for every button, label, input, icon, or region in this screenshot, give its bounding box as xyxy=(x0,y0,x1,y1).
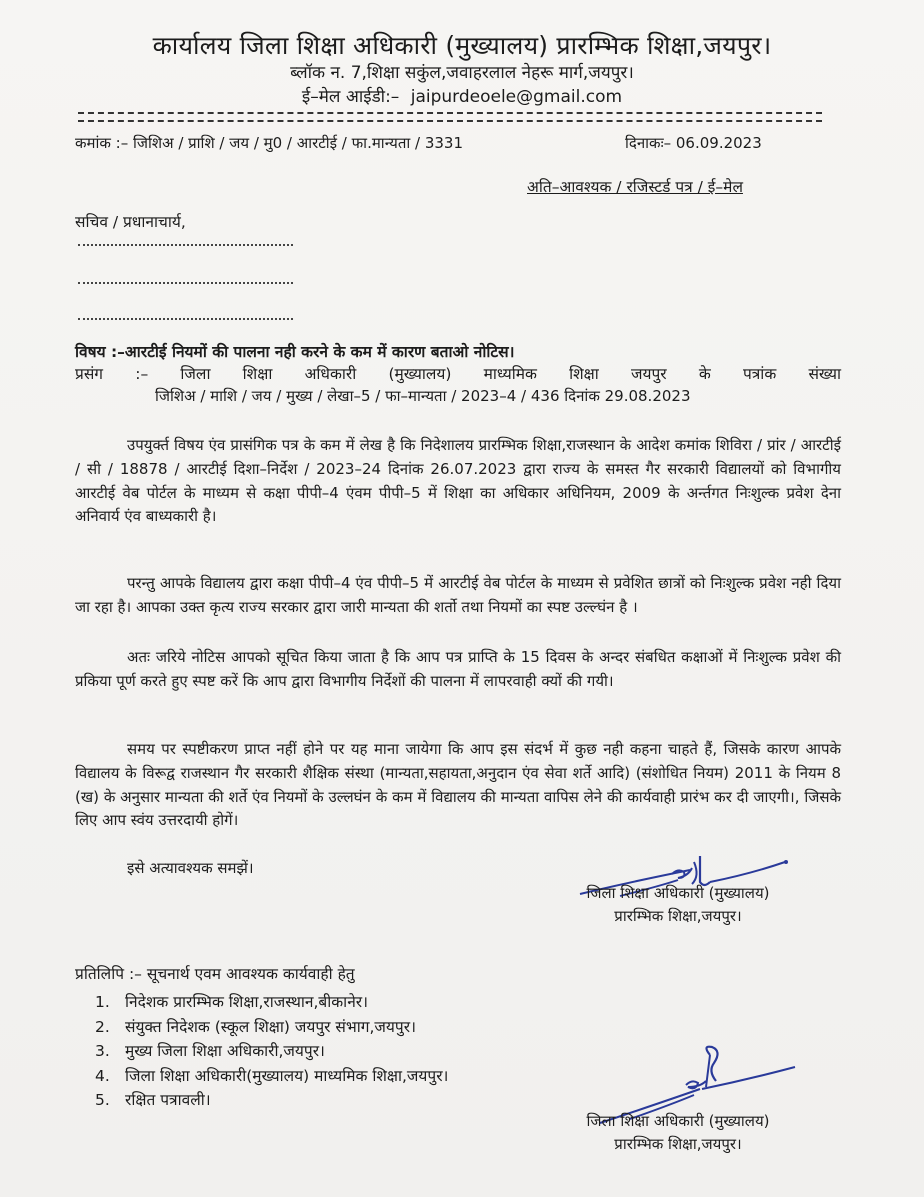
email-label: ई–मेल आईडी:– xyxy=(301,87,400,107)
office-address: ब्लॉक न. 7,शिक्षा सकुंल,जवाहरलाल नेहरू मार्ग,जयपुर। xyxy=(290,63,634,83)
address-blank-line xyxy=(78,244,293,246)
copy-to-item xyxy=(95,1064,448,1089)
body-paragraph xyxy=(75,646,841,694)
signatory-office: प्रारम्भिक शिक्षा,जयपुर। xyxy=(614,907,742,925)
letter-date: दिनाकः– 06.09.2023 xyxy=(625,134,762,152)
reference-number: कमांक :– जिशिअ / प्राशि / जय / मु0 / आरटीई / फा.मान्यता / 3331 xyxy=(75,134,464,152)
office-email-line xyxy=(0,84,924,107)
paragraph-text: उपयुर्क्त विषय एंव प्रासंगिक पत्र के कम में लेख है कि निदेशालय प्रारम्भिक शिक्षा,राजस्थान के आदेश कमांक शिविरा / प्रांर / आरटीई / सी / 18878 / आरटीई दिशा–निर्देश / 2023–24 दिनांक 26.07.2023 द्वारा राज्य के समस्त गैर सरकारी विद्यालयों को विभागीय आरटीई वेब पोर्टल के माध्यम से कक्षा पीपी–4 एंवम पीपी–5 में शिक्षा का अधिकार अधिनियम, 2009 के अर्न्तगत निःशुल्क प्रवेश देना अनिवार्य एंव बाध्यकारी है। xyxy=(75,436,841,526)
copy-to-item xyxy=(95,1088,448,1113)
closing-remark: इसे अत्यावश्यक समझें। xyxy=(127,859,254,877)
context-line-1: प्रसंग :– जिला शिक्षा अधिकारी (मुख्यालय) माध्यमिक शिक्षा जयपुर के पत्रांक संख्या xyxy=(75,365,841,383)
office-title: कार्यालय जिला शिक्षा अधिकारी (मुख्यालय) प्रारम्भिक शिक्षा,जयपुर। xyxy=(152,31,772,60)
signatory-block-1 xyxy=(548,882,808,928)
copy-to-item xyxy=(95,1039,448,1064)
item-number: 1. xyxy=(95,993,110,1011)
urgency-label: अति–आवश्यक / रजिस्टर्ड पत्र / ई–मेल xyxy=(527,178,743,196)
paragraph-text: समय पर स्पष्टीकरण प्राप्त नहीं होने पर यह माना जायेगा कि आप इस संदर्भ में कुछ नही कहना चाहते हैं, जिसके कारण आपके विद्यालय के विरूद्व राजस्थान गैर सरकारी शैक्षिक संस्था (मान्यता,सहायता,अनुदान एंव सेवा शर्ते आदि) (संशोधित नियम) 2011 के नियम 8 (ख) के अनुसार मान्यता की शर्ते एंव नियमों के उल्लघंन के कम में विद्यालय की मान्यता वापिस लेने की कार्यवाही प्रारंभ कर दी जाएगी।, जिसके लिए आप स्वंय उत्तरदायी होगें। xyxy=(75,740,841,830)
item-text: संयुक्त निदेशक (स्कूल शिक्षा) जयपुर संभाग,जयपुर। xyxy=(125,1017,416,1036)
body-paragraph xyxy=(75,434,841,529)
signatory-block-2 xyxy=(548,1110,808,1156)
addressee: सचिव / प्रधानाचार्य, xyxy=(75,213,186,231)
body-paragraph xyxy=(75,572,841,620)
context-line-2: जिशिअ / माशि / जय / मुख्य / लेखा–5 / फा–मान्यता / 2023–4 / 436 दिनांक 29.08.2023 xyxy=(155,387,691,405)
address-blank-line xyxy=(78,282,293,284)
copy-to-heading: प्रतिलिपि :– सूचनार्थ एवम आवश्यक कार्यवाही हेतु xyxy=(75,965,355,983)
item-text: मुख्य जिला शिक्षा अधिकारी,जयपुर। xyxy=(125,1042,325,1060)
copy-to-list xyxy=(95,990,448,1113)
signatory-designation: जिला शिक्षा अधिकारी (मुख्यालय) xyxy=(586,1112,770,1130)
copy-to-item xyxy=(95,990,448,1015)
item-text: रक्षित पत्रावली। xyxy=(125,1091,211,1109)
item-text: निदेशक प्रारम्भिक शिक्षा,राजस्थान,बीकानेर। xyxy=(125,993,369,1011)
address-blank-line xyxy=(78,318,293,320)
email-address: jaipurdeoele@gmail.com xyxy=(410,87,623,107)
item-number: 4. xyxy=(95,1066,110,1085)
body-paragraph xyxy=(75,738,841,833)
item-number: 3. xyxy=(95,1042,110,1060)
paragraph-text: परन्तु आपके विद्यालय द्वारा कक्षा पीपी–4 एंव पीपी–5 में आरटीई वेब पोर्टल के माध्यम से प्रवेशित छात्रों को निःशुल्क प्रवेश नही दिया जा रहा है। आपका उक्त कृत्य राज्य सरकार द्वारा जारी मान्यता की शर्तो तथा नियमों का स्पष्ट उल्ल्घंन है । xyxy=(75,574,841,616)
item-number: 2. xyxy=(95,1017,110,1036)
paragraph-text: अतः जरिये नोटिस आपको सूचित किया जाता है कि आप पत्र प्राप्ति के 15 दिवस के अन्दर संबधित कक्षाओं में निःशुल्क प्रवेश की प्रकिया पूर्ण करते हुए स्पष्ट करें कि आप द्वारा विभागीय निर्देशों की पालना में लापरवाही क्यों की गयी। xyxy=(75,648,841,690)
signatory-designation: जिला शिक्षा अधिकारी (मुख्यालय) xyxy=(586,884,770,902)
item-number: 5. xyxy=(95,1091,110,1109)
item-text: जिला शिक्षा अधिकारी(मुख्यालय) माध्यमिक शिक्षा,जयपुर। xyxy=(125,1066,449,1085)
signatory-office: प्रारम्भिक शिक्षा,जयपुर। xyxy=(614,1135,742,1153)
subject-line: विषय :–आरटीई नियमों की पालना नही करने के कम में कारण बताओ नोटिस। xyxy=(75,343,515,361)
copy-to-item xyxy=(95,1015,448,1040)
header-separator xyxy=(78,112,822,122)
